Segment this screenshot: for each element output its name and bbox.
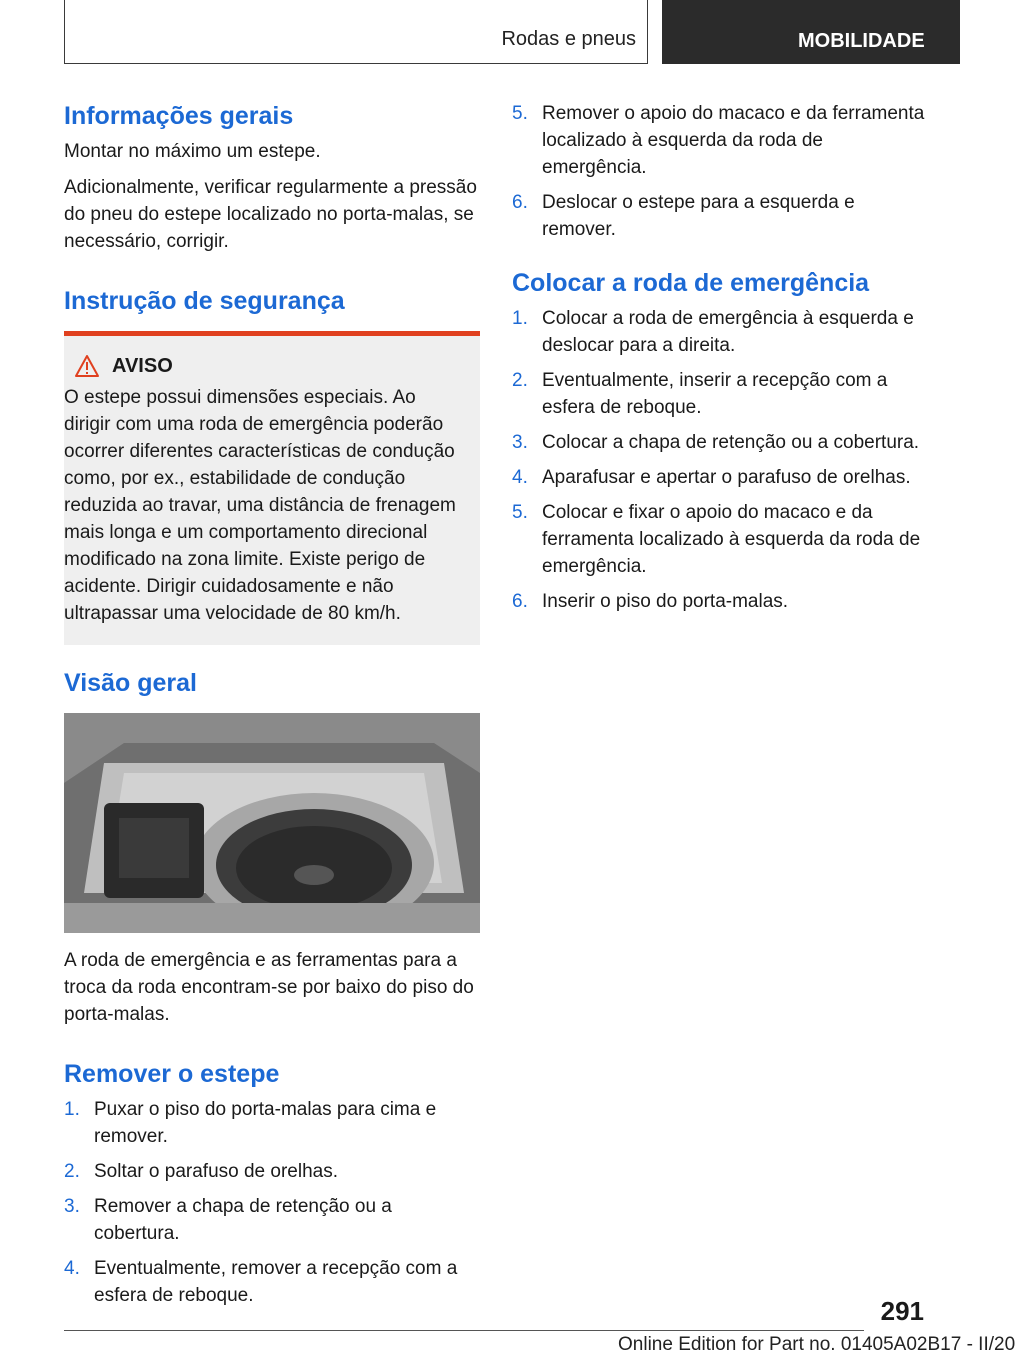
step-number: 1. [512,308,528,329]
list-item [64,1255,480,1309]
step-number: 2. [64,1161,80,1182]
overview-caption: A roda de emergência e as ferramentas para a troca da roda encontram-se por baixo do piso do porta-malas. [64,950,474,1025]
fit-heading: Colocar a roda de emergência [512,269,870,297]
step-text: Remover a chapa de retenção ou a cobertura. [94,1196,392,1244]
list-item [64,1158,480,1185]
step-text: Inserir o piso do porta-malas. [542,591,789,612]
remove-heading: Remover o estepe [64,1060,280,1088]
list-item [512,305,928,359]
step-text: Eventualmente, inserir a recepção com a esfera de reboque. [542,370,888,418]
list-item [64,1193,480,1247]
step-number: 4. [512,467,528,488]
safety-heading: Instrução de segurança [64,287,345,315]
page-number: 291 [880,1296,924,1326]
step-text: Eventualmente, remover a recepção com a esfera de reboque. [94,1258,458,1306]
step-number: 1. [64,1099,80,1120]
section-title: Rodas e pneus [501,28,636,50]
step-text: Puxar o piso do porta-malas para cima e remover. [94,1099,437,1147]
warning-text: O estepe possui dimensões especiais. Ao dirigir com uma roda de emergência poderão ocorrer diferentes características de condução como, por ex., estabilidade de condução reduzida ao travar, uma distância de frenagem mais longa e um comportamento direcional modificado na zona limite. Existe perigo de acidente. Dirigir cuidadosamente e não ultrapassar uma velocidade de 80 km/h. [64,387,456,624]
list-item [512,464,928,491]
footer-rule [64,1330,864,1331]
step-number: 3. [64,1196,80,1217]
list-item [512,367,928,421]
step-text: Colocar a roda de emergência à esquerda e deslocar para a direita. [542,308,914,356]
step-text: Aparafusar e apertar o parafuso de orelhas. [542,467,911,488]
warning-label: AVISO [112,354,173,377]
edition-note: Online Edition for Part no. 01405A02B17 - II/20 [618,1334,1015,1355]
info-heading: Informações gerais [64,102,294,130]
overview-heading: Visão geral [64,669,197,697]
right-column [512,100,928,623]
step-text: Soltar o parafuso de orelhas. [94,1161,338,1182]
fit-steps-list [512,305,928,615]
step-number: 2. [512,370,528,391]
warning-triangle-icon [74,354,100,378]
list-item [512,100,928,181]
step-text: Deslocar o estepe para a esquerda e remover. [542,192,855,240]
step-number: 5. [512,502,528,523]
remove-steps-list [64,1096,480,1309]
step-number: 6. [512,591,528,612]
info-paragraph-2: Adicionalmente, verificar regularmente a pressão do pneu do estepe localizado no porta-malas, se necessário, corrigir. [64,177,477,252]
step-number: 4. [64,1258,80,1279]
step-text: Colocar a chapa de retenção ou a cobertura. [542,432,920,453]
list-item [512,429,928,456]
list-item [64,1096,480,1150]
step-number: 6. [512,192,528,213]
list-item [512,189,928,243]
step-number: 5. [512,103,528,124]
left-column [64,100,480,1317]
step-text: Colocar e fixar o apoio do macaco e da ferramenta localizado à esquerda da roda de emergência. [542,502,921,577]
list-item [512,499,928,580]
info-paragraph-1: Montar no máximo um estepe. [64,141,321,162]
spare-wheel-photo [64,713,480,933]
warning-title [74,354,466,378]
step-number: 3. [512,432,528,453]
warning-box [64,336,480,645]
remove-steps-continued [512,100,928,243]
step-text: Remover o apoio do macaco e da ferramenta localizado à esquerda da roda de emergência. [542,103,925,178]
chapter-tab[interactable]: MOBILIDADE [662,0,960,64]
list-item [512,588,928,615]
